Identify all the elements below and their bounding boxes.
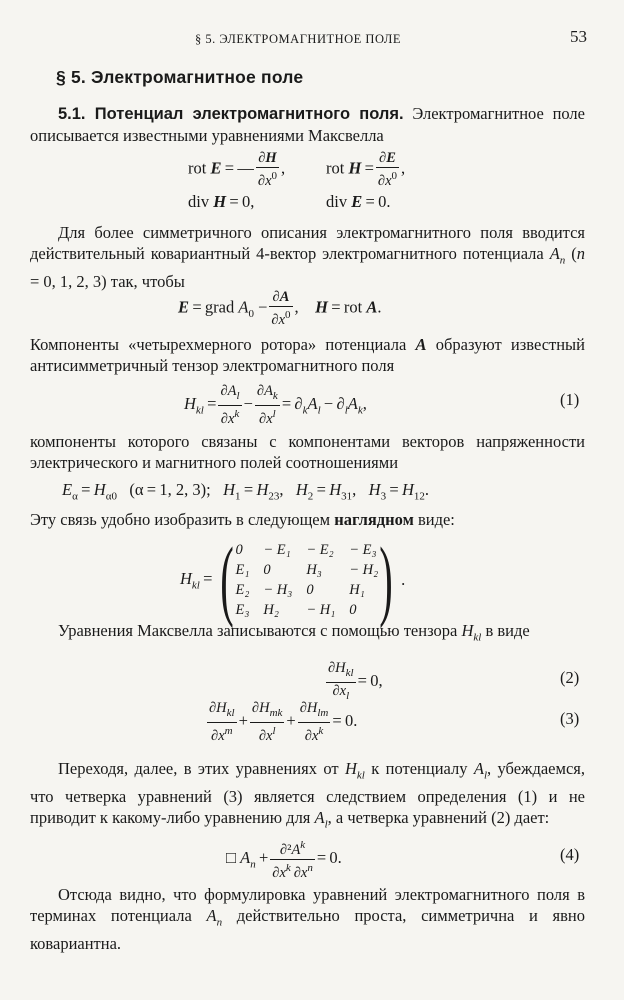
paragraph-3: компоненты которого связаны с компонентами векторов напряженности электрического и магнитного полей соотношениями: [30, 432, 585, 472]
matrix-cell: 0: [263, 561, 271, 578]
paragraph-4: Эту связь удобно изобразить в следующем наглядном виде:: [30, 510, 455, 529]
matrix-row: [228, 600, 385, 620]
matrix-cell: 0: [235, 541, 243, 558]
matrix-cell: E₂: [235, 581, 250, 598]
matrix-cell: 0: [306, 581, 314, 598]
matrix-cell: − H₃: [263, 581, 293, 598]
equation-number-2: (2): [560, 668, 580, 687]
matrix-row: [228, 580, 385, 600]
matrix-cell: − H₁: [306, 601, 336, 618]
matrix-cell: − H₂: [349, 561, 379, 578]
equation-rot-e: rot E = — $\frac{\partial H}{\partial x^0}$ ,: [188, 150, 286, 189]
equation-maxwell-tensor-1: $\frac{\partial H_{kl}}{\partial x_l}$ = 0,: [328, 660, 383, 702]
matrix-cell: − E₂: [306, 541, 334, 558]
running-header: § 5. ЭЛЕКТРОМАГНИТНОЕ ПОЛЕ: [195, 32, 401, 46]
equation-number-3: (3): [560, 709, 580, 728]
subsection-intro: Электромагнитное поле описывается известными уравнениями Максвелла: [30, 104, 585, 145]
equation-rot-h: rot H = $\frac{\partial E}{\partial x^0}$ ,: [326, 150, 406, 189]
equation-wave: □ $A_n$ + $\frac{\partial^2A^k}{\partial x^k \partial x^n}$ = 0.: [226, 839, 342, 881]
subsection-paragraph: [30, 103, 585, 146]
matrix-cell: − E₃: [349, 541, 377, 558]
matrix-cell: H₃: [306, 561, 322, 578]
matrix-cell: H₂: [263, 601, 279, 618]
matrix-cell: 0: [349, 601, 357, 618]
equation-div-h: div H = 0,: [188, 192, 255, 211]
matrix-row: [228, 560, 385, 580]
matrix-row: [228, 540, 385, 560]
page-number: 53: [570, 27, 587, 46]
subsection-heading: 5.1. Потенциал электромагнитного поля.: [58, 105, 404, 123]
equation-components: $E_\alpha = H_{\alpha 0}$ (α = 1, 2, 3); $H_1 = H_{23}$, $H_2 = H_{31}$, $H_3 = H_{12}$.: [62, 480, 430, 503]
equation-tensor-definition: $H_{kl}$ = $\frac{\partial A_l}{\partial x^k}$ − $\frac{\partial A_k}{\partial x^l}$ = $\partial_kA_l - \partial_lA_k$,: [184, 383, 367, 427]
matrix-cell: − E₁: [263, 541, 291, 558]
matrix-table: [228, 540, 385, 620]
paragraph-6: Переходя, далее, в этих уравнениях от $H_{kl}$ к потенциалу $A_l$, убеждаемся, что четверка уравнений (3) является следствием определения (1) и не приводит к какому-либо уравнению для $A_l$, а четверка уравнений (2) дает:: [30, 759, 585, 831]
equation-potential: E = grad $A_0$ − $\frac{\partial A}{\partial x^0}$ , H = rot A.: [178, 289, 382, 328]
paragraph-1: Для более симметричного описания электромагнитного поля вводится действительный ковариантный 4-вектор электромагнитного потенциала $A_n$ (n = 0, 1, 2, 3) так, чтобы: [30, 223, 585, 292]
paragraph-2: Компоненты «четырехмерного ротора» потенциала A образуют известный антисимметричный тензор электромагнитного поля: [30, 335, 585, 375]
equation-number-1: (1): [560, 390, 580, 409]
equation-maxwell-tensor-2: $\frac{\partial H_{kl}}{\partial x^m}$ + $\frac{\partial H_{mk}}{\partial x^l}$ + $\frac{\partial H_{lm}}{\partial x^k}$ = 0.: [209, 700, 358, 744]
equation-number-4: (4): [560, 845, 580, 864]
matrix-cell: E₃: [235, 601, 250, 618]
matrix-cell: H₁: [349, 581, 365, 598]
paragraph-7: Отсюда видно, что формулировка уравнений электромагнитного поля в терминах потенциала $A_n$ действительно проста, симметрична и явно ковариантна.: [30, 885, 585, 954]
equation-div-e: div E = 0.: [326, 192, 391, 211]
matrix-cell: E₁: [235, 561, 250, 578]
field-tensor-matrix: $H_{kl}$ =( 0 − E₁ − E₂ − E₃ E₁ 0 H₃ − H₂ E₂ − H₃ 0 H₁ E₃ H₂ − H₁ 0 ) .: [180, 530, 406, 629]
paragraph-5: Уравнения Максвелла записываются с помощью тензора $H_{kl}$ в виде: [58, 621, 530, 644]
section-title: § 5. Электромагнитное поле: [56, 67, 304, 87]
